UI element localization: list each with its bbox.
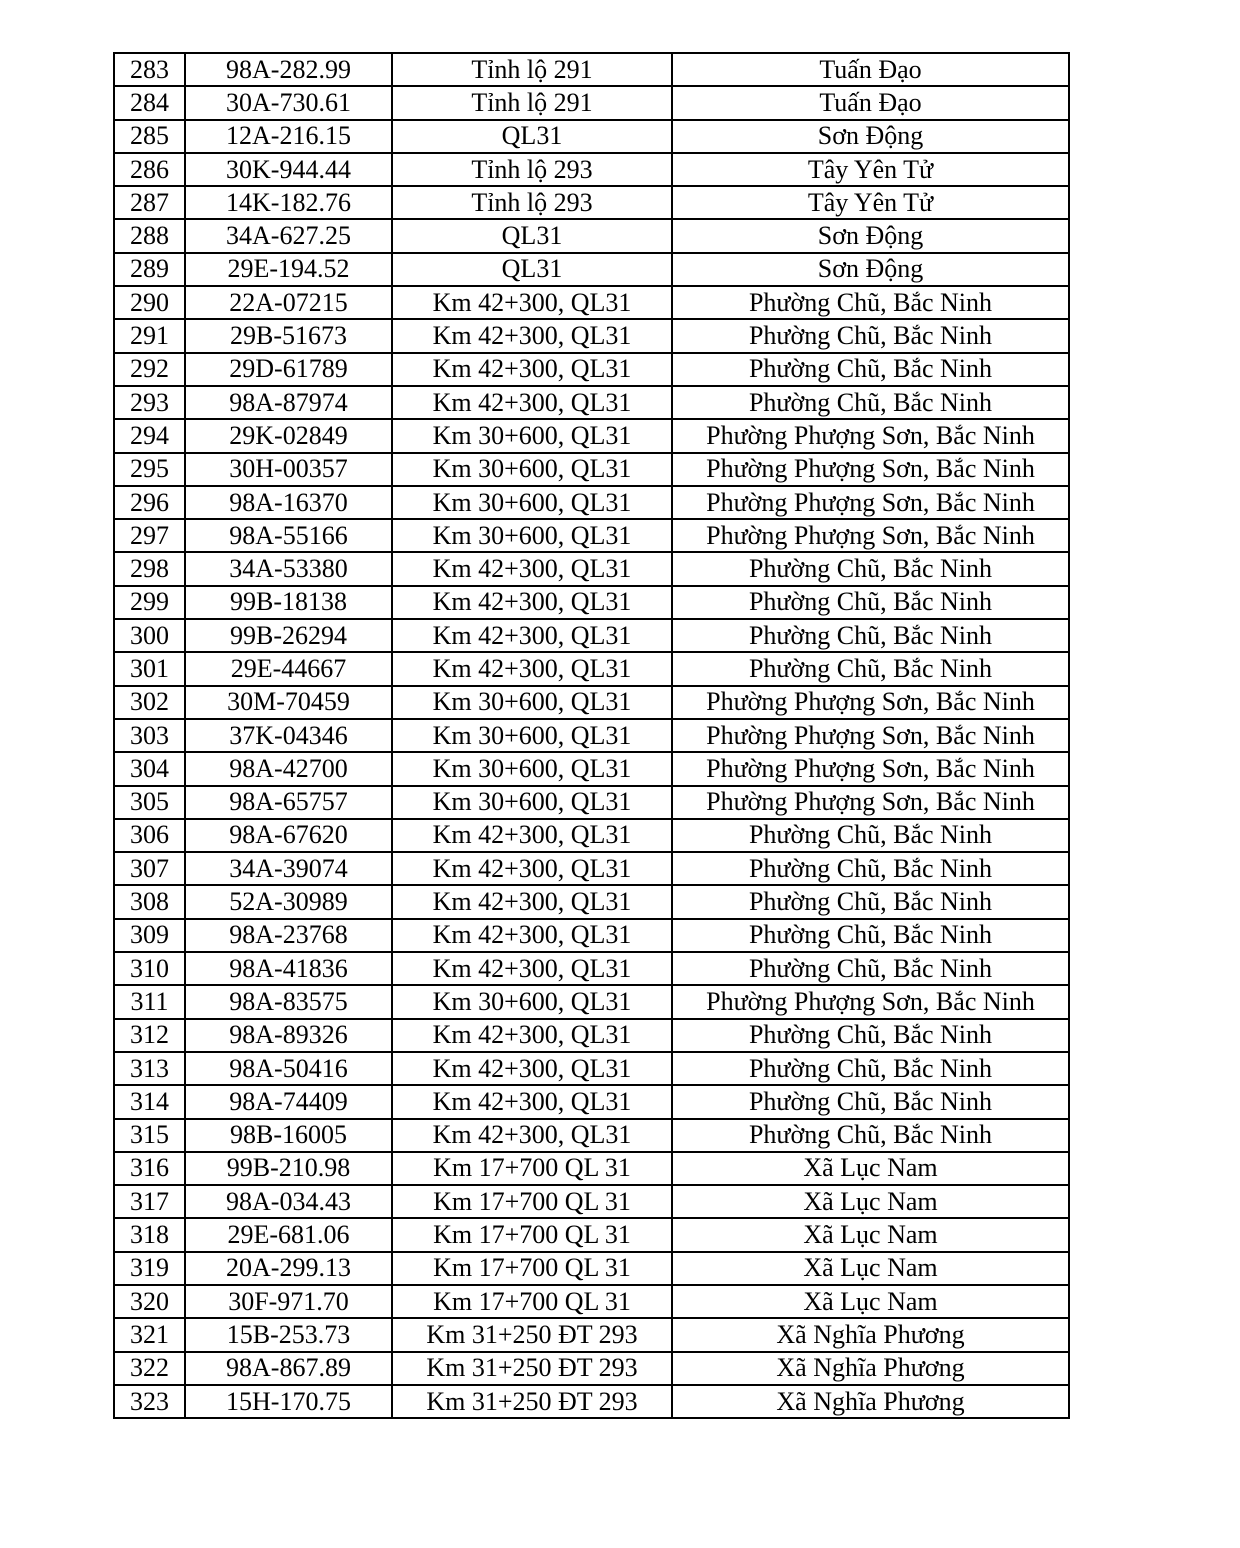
license-plate-cell: 98A-50416 [185,1052,392,1085]
unit-cell: Phường Chũ, Bắc Ninh [672,952,1069,985]
unit-cell: Sơn Động [672,120,1069,153]
stt-cell: 286 [114,153,185,186]
table-row [114,952,1069,985]
location-cell: Km 31+250 ĐT 293 [392,1352,672,1385]
location-cell: Km 30+600, QL31 [392,985,672,1018]
table-row [114,885,1069,918]
stt-cell: 319 [114,1252,185,1285]
license-plate-cell: 98A-67620 [185,819,392,852]
stt-cell: 318 [114,1218,185,1251]
table-row [114,985,1069,1018]
stt-cell: 313 [114,1052,185,1085]
location-cell: Km 30+600, QL31 [392,419,672,452]
location-cell: Km 42+300, QL31 [392,1085,672,1118]
table-row [114,353,1069,386]
stt-cell: 302 [114,686,185,719]
location-cell: Km 42+300, QL31 [392,619,672,652]
location-cell: Tỉnh lộ 293 [392,186,672,219]
license-plate-cell: 14K-182.76 [185,186,392,219]
stt-cell: 311 [114,985,185,1018]
location-cell: Km 42+300, QL31 [392,586,672,619]
stt-cell: 292 [114,353,185,386]
license-plate-cell: 98A-87974 [185,386,392,419]
license-plate-cell: 30K-944.44 [185,153,392,186]
location-cell: Km 42+300, QL31 [392,319,672,352]
unit-cell: Phường Chũ, Bắc Ninh [672,1019,1069,1052]
unit-cell: Tây Yên Tử [672,153,1069,186]
location-cell: Km 17+700 QL 31 [392,1285,672,1318]
table-row [114,852,1069,885]
location-cell: Km 30+600, QL31 [392,719,672,752]
license-plate-cell: 30A-730.61 [185,86,392,119]
stt-cell: 312 [114,1019,185,1052]
location-cell: Tỉnh lộ 291 [392,53,672,86]
location-cell: Km 30+600, QL31 [392,752,672,785]
unit-cell: Phường Phượng Sơn, Bắc Ninh [672,453,1069,486]
location-cell: Km 42+300, QL31 [392,652,672,685]
stt-cell: 322 [114,1352,185,1385]
stt-cell: 299 [114,586,185,619]
stt-cell: 296 [114,486,185,519]
table-row [114,652,1069,685]
stt-cell: 293 [114,386,185,419]
unit-cell: Tuấn Đạo [672,53,1069,86]
location-cell: Km 30+600, QL31 [392,486,672,519]
license-plate-cell: 30H-00357 [185,453,392,486]
license-plate-cell: 98B-16005 [185,1119,392,1152]
location-cell: Km 42+300, QL31 [392,852,672,885]
license-plate-cell: 37K-04346 [185,719,392,752]
table-row [114,1185,1069,1218]
unit-cell: Phường Chũ, Bắc Ninh [672,586,1069,619]
table-row [114,786,1069,819]
table-row [114,1052,1069,1085]
location-cell: Km 42+300, QL31 [392,353,672,386]
table-row [114,86,1069,119]
stt-cell: 309 [114,919,185,952]
table-row [114,453,1069,486]
table-row [114,120,1069,153]
location-cell: QL31 [392,219,672,252]
unit-cell: Phường Phượng Sơn, Bắc Ninh [672,419,1069,452]
unit-cell: Xã Lục Nam [672,1218,1069,1251]
license-plate-cell: 98A-89326 [185,1019,392,1052]
license-plate-cell: 29E-681.06 [185,1218,392,1251]
license-plate-cell: 29K-02849 [185,419,392,452]
license-plate-cell: 98A-16370 [185,486,392,519]
table-row [114,1252,1069,1285]
table-row [114,552,1069,585]
location-cell: Km 42+300, QL31 [392,386,672,419]
stt-cell: 314 [114,1085,185,1118]
location-cell: Km 42+300, QL31 [392,552,672,585]
unit-cell: Xã Lục Nam [672,1152,1069,1185]
location-cell: Km 30+600, QL31 [392,519,672,552]
location-cell: Km 42+300, QL31 [392,885,672,918]
unit-cell: Phường Chũ, Bắc Ninh [672,386,1069,419]
table-row [114,1019,1069,1052]
stt-cell: 301 [114,652,185,685]
table-row [114,1218,1069,1251]
stt-cell: 317 [114,1185,185,1218]
stt-cell: 294 [114,419,185,452]
table-row [114,586,1069,619]
table-body [114,53,1069,1418]
table-row [114,53,1069,86]
table-row [114,619,1069,652]
table-row [114,519,1069,552]
stt-cell: 305 [114,786,185,819]
license-plate-cell: 98A-83575 [185,985,392,1018]
table-row [114,286,1069,319]
license-plate-cell: 99B-210.98 [185,1152,392,1185]
table-row [114,1318,1069,1351]
license-plate-cell: 52A-30989 [185,885,392,918]
location-cell: Km 30+600, QL31 [392,686,672,719]
unit-cell: Tây Yên Tử [672,186,1069,219]
stt-cell: 284 [114,86,185,119]
stt-cell: 288 [114,219,185,252]
license-plate-cell: 34A-627.25 [185,219,392,252]
unit-cell: Phường Chũ, Bắc Ninh [672,1052,1069,1085]
license-plate-cell: 30F-971.70 [185,1285,392,1318]
unit-cell: Phường Chũ, Bắc Ninh [672,919,1069,952]
unit-cell: Phường Chũ, Bắc Ninh [672,819,1069,852]
license-plate-cell: 98A-65757 [185,786,392,819]
location-cell: Km 42+300, QL31 [392,919,672,952]
unit-cell: Phường Chũ, Bắc Ninh [672,619,1069,652]
license-plate-cell: 98A-42700 [185,752,392,785]
table-row [114,1152,1069,1185]
unit-cell: Phường Chũ, Bắc Ninh [672,652,1069,685]
unit-cell: Phường Phượng Sơn, Bắc Ninh [672,985,1069,1018]
unit-cell: Phường Phượng Sơn, Bắc Ninh [672,519,1069,552]
table-row [114,153,1069,186]
license-plate-cell: 15B-253.73 [185,1318,392,1351]
unit-cell: Xã Lục Nam [672,1252,1069,1285]
location-cell: Km 30+600, QL31 [392,453,672,486]
license-plate-cell: 22A-07215 [185,286,392,319]
stt-cell: 307 [114,852,185,885]
stt-cell: 285 [114,120,185,153]
stt-cell: 289 [114,253,185,286]
location-cell: Km 31+250 ĐT 293 [392,1385,672,1418]
stt-cell: 321 [114,1318,185,1351]
stt-cell: 320 [114,1285,185,1318]
license-plate-cell: 20A-299.13 [185,1252,392,1285]
table-row [114,1285,1069,1318]
table-row [114,1085,1069,1118]
unit-cell: Phường Chũ, Bắc Ninh [672,353,1069,386]
location-cell: Km 17+700 QL 31 [392,1152,672,1185]
unit-cell: Phường Chũ, Bắc Ninh [672,1085,1069,1118]
license-plate-cell: 99B-26294 [185,619,392,652]
table-row [114,486,1069,519]
location-cell: Km 42+300, QL31 [392,819,672,852]
location-cell: Km 42+300, QL31 [392,1119,672,1152]
unit-cell: Phường Chũ, Bắc Ninh [672,552,1069,585]
location-cell: Km 30+600, QL31 [392,786,672,819]
stt-cell: 315 [114,1119,185,1152]
unit-cell: Phường Chũ, Bắc Ninh [672,1119,1069,1152]
unit-cell: Sơn Động [672,219,1069,252]
table-row [114,219,1069,252]
license-plate-cell: 30M-70459 [185,686,392,719]
table-row [114,819,1069,852]
location-cell: Km 42+300, QL31 [392,1019,672,1052]
stt-cell: 297 [114,519,185,552]
unit-cell: Phường Phượng Sơn, Bắc Ninh [672,486,1069,519]
table-row [114,386,1069,419]
location-cell: Tỉnh lộ 291 [392,86,672,119]
stt-cell: 298 [114,552,185,585]
unit-cell: Xã Lục Nam [672,1185,1069,1218]
location-cell: Km 17+700 QL 31 [392,1218,672,1251]
license-plate-cell: 15H-170.75 [185,1385,392,1418]
stt-cell: 323 [114,1385,185,1418]
unit-cell: Xã Nghĩa Phương [672,1385,1069,1418]
stt-cell: 291 [114,319,185,352]
table-row [114,752,1069,785]
table-row [114,919,1069,952]
stt-cell: 287 [114,186,185,219]
location-cell: QL31 [392,120,672,153]
license-plate-cell: 98A-41836 [185,952,392,985]
table-row [114,186,1069,219]
location-cell: Km 42+300, QL31 [392,1052,672,1085]
stt-cell: 316 [114,1152,185,1185]
unit-cell: Phường Phượng Sơn, Bắc Ninh [672,786,1069,819]
table-row [114,319,1069,352]
license-plate-cell: 98A-034.43 [185,1185,392,1218]
table-row [114,686,1069,719]
location-cell: Km 42+300, QL31 [392,286,672,319]
location-cell: QL31 [392,253,672,286]
location-cell: Km 17+700 QL 31 [392,1252,672,1285]
license-plate-cell: 98A-23768 [185,919,392,952]
license-plate-cell: 29B-51673 [185,319,392,352]
license-plate-cell: 34A-39074 [185,852,392,885]
stt-cell: 303 [114,719,185,752]
unit-cell: Phường Phượng Sơn, Bắc Ninh [672,686,1069,719]
stt-cell: 304 [114,752,185,785]
license-plate-cell: 29E-194.52 [185,253,392,286]
license-plate-cell: 99B-18138 [185,586,392,619]
stt-cell: 306 [114,819,185,852]
license-plate-cell: 29D-61789 [185,353,392,386]
stt-cell: 290 [114,286,185,319]
table-row [114,1119,1069,1152]
unit-cell: Sơn Động [672,253,1069,286]
license-plate-cell: 98A-282.99 [185,53,392,86]
table-row [114,253,1069,286]
stt-cell: 283 [114,53,185,86]
table-row [114,1385,1069,1418]
license-plate-cell: 29E-44667 [185,652,392,685]
table-row [114,1352,1069,1385]
unit-cell: Phường Chũ, Bắc Ninh [672,852,1069,885]
unit-cell: Xã Nghĩa Phương [672,1352,1069,1385]
unit-cell: Phường Phượng Sơn, Bắc Ninh [672,752,1069,785]
violations-table [113,52,1070,1419]
unit-cell: Tuấn Đạo [672,86,1069,119]
stt-cell: 310 [114,952,185,985]
unit-cell: Xã Nghĩa Phương [672,1318,1069,1351]
unit-cell: Phường Phượng Sơn, Bắc Ninh [672,719,1069,752]
license-plate-cell: 98A-867.89 [185,1352,392,1385]
location-cell: Tỉnh lộ 293 [392,153,672,186]
table-row [114,719,1069,752]
table-row [114,419,1069,452]
stt-cell: 295 [114,453,185,486]
license-plate-cell: 34A-53380 [185,552,392,585]
stt-cell: 300 [114,619,185,652]
unit-cell: Xã Lục Nam [672,1285,1069,1318]
unit-cell: Phường Chũ, Bắc Ninh [672,286,1069,319]
license-plate-cell: 12A-216.15 [185,120,392,153]
unit-cell: Phường Chũ, Bắc Ninh [672,319,1069,352]
license-plate-cell: 98A-74409 [185,1085,392,1118]
location-cell: Km 42+300, QL31 [392,952,672,985]
location-cell: Km 31+250 ĐT 293 [392,1318,672,1351]
location-cell: Km 17+700 QL 31 [392,1185,672,1218]
stt-cell: 308 [114,885,185,918]
license-plate-cell: 98A-55166 [185,519,392,552]
unit-cell: Phường Chũ, Bắc Ninh [672,885,1069,918]
